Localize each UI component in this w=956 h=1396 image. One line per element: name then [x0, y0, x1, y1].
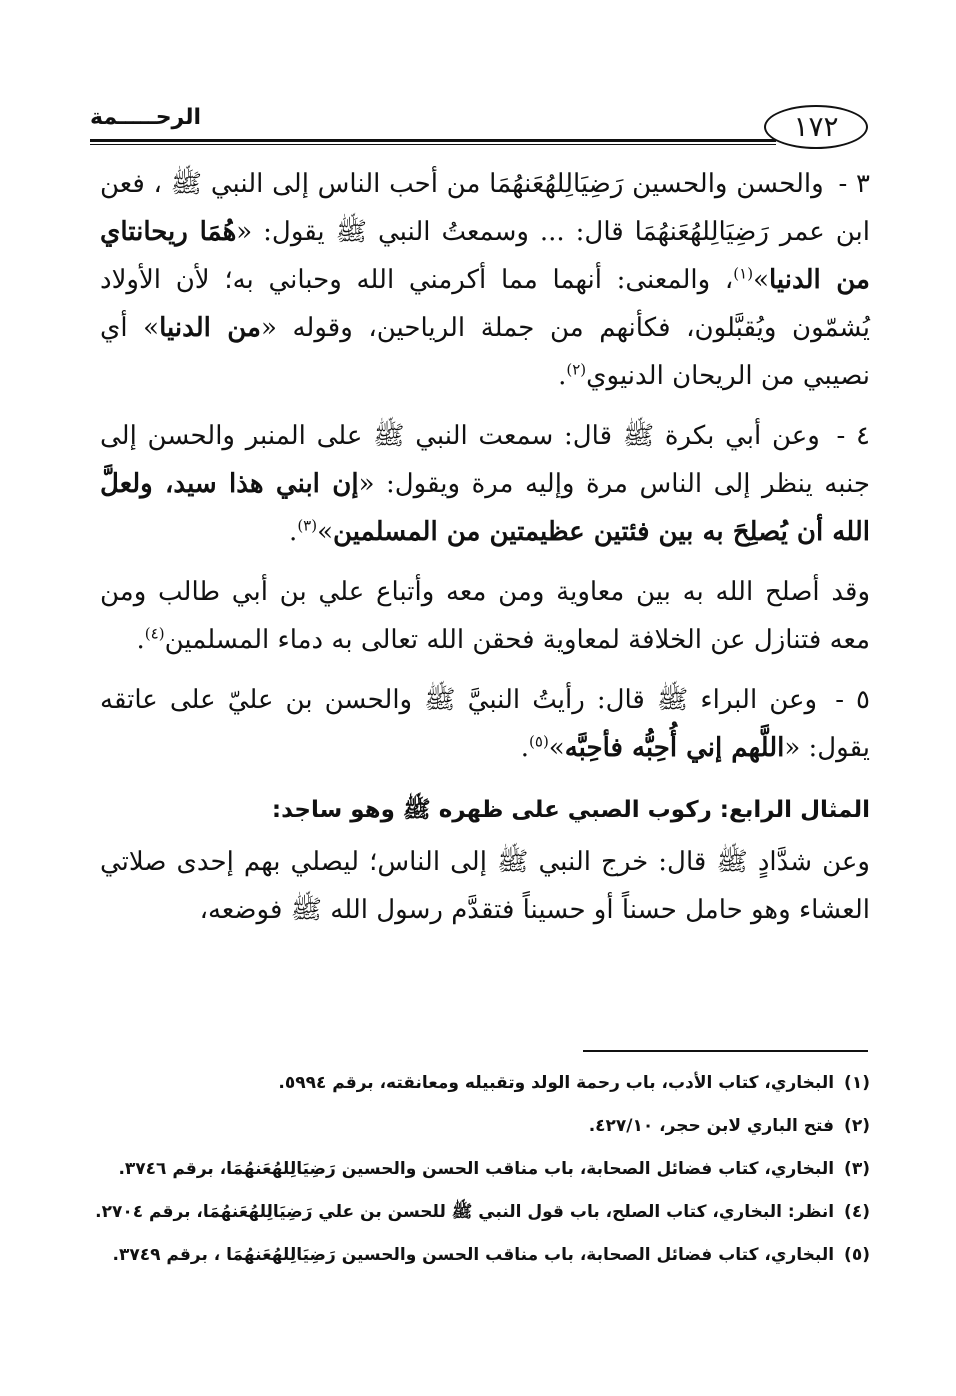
period: . — [520, 733, 530, 763]
quote-phrase: من الدنيا — [159, 313, 261, 343]
paragraph-text: ، والمعنى: أنهما مما أكرمني الله وحباني به؛ لأن الأولاد يُشمّون ويُقبَّلون، فكأنهم من جملة الرياحين، وقوله « — [100, 265, 870, 343]
paragraph-number: ٥ - — [835, 685, 871, 715]
footnote-text: البخاري، كتاب الأدب، باب رحمة الولد وتقبيله ومعانقته، برقم ٥٩٩٤. — [278, 1073, 835, 1093]
footnote-divider — [583, 1050, 868, 1052]
footnote-ref[interactable]: (١) — [733, 264, 754, 283]
period: . — [136, 625, 145, 655]
section-subheading: المثال الرابع: ركوب الصبي على ظهره ﷺ وهو ساجد: — [271, 797, 870, 823]
paragraph-commentary — [100, 568, 870, 664]
footnote-ref[interactable]: (٣) — [297, 516, 318, 535]
paragraph-text: » أي نصيبي من الريحان الدنيوي — [100, 313, 870, 391]
footnote-text: انظر: البخاري، كتاب الصلح، باب قول النبي ﷺ للحسن بن علي رَضِيَالِلهُعَنهُمَا، برقم ٢٧٠٤. — [95, 1202, 835, 1222]
period: . — [289, 517, 298, 547]
footnote-number: (٣) — [844, 1159, 870, 1179]
paragraph-text: وعن أبي بكرة ﷺ قال: سمعت النبي ﷺ على المنبر والحسن إلى جنبه ينظر إلى الناس مرة وإليه مرة ويقول: « — [100, 421, 870, 499]
quote-close: » — [317, 517, 334, 547]
running-head: الرحـــــمة — [90, 105, 202, 130]
header-rule — [90, 139, 776, 142]
quote-close: » — [753, 265, 769, 295]
footnote-ref[interactable]: (٢) — [566, 360, 587, 379]
footnote-item — [100, 1240, 870, 1283]
main-text — [100, 160, 870, 946]
paragraph-text: وقد أصلح الله به بين معاوية ومن معه وأتباع علي بن أبي طالب ومن معه فتنازل عن الخلافة لمعاوية فحقن الله تعالى به دماء المسلمين — [100, 577, 870, 655]
hadith-quote: هُمَا ريحانتاي من الدنيا — [100, 217, 870, 295]
quote-close: » — [548, 733, 565, 763]
footnote-item — [100, 1154, 870, 1197]
footnote-text: البخاري، كتاب فضائل الصحابة، باب مناقب الحسن والحسين رَضِيَالِلهُعَنهُمَا ، برقم ٣٧٤٩. — [112, 1245, 835, 1265]
footnote-item — [100, 1068, 870, 1111]
page-number: ١٧٢ — [764, 105, 868, 149]
footnote-text: فتح الباري لابن حجر، ٤٢٧/١٠. — [588, 1116, 835, 1136]
paragraph-number: ٣ - — [838, 169, 870, 199]
footnote-number: (٤) — [844, 1202, 870, 1222]
footnote-ref[interactable]: (٥) — [529, 732, 549, 751]
footnote-number: (٢) — [844, 1116, 870, 1136]
header-rule-thin — [90, 144, 776, 145]
paragraph-4 — [100, 412, 870, 556]
footnote-item — [100, 1111, 870, 1154]
page-header — [90, 103, 868, 153]
footnotes — [95, 1068, 870, 1283]
paragraph-closing: وعن شدَّادٍ ﷺ قال: خرج النبي ﷺ إلى الناس؛ ليصلي بهم إحدى صلاتي العشاء وهو حامل حسناً أو حسيناً فتقدَّم رسول الله ﷺ فوضعه، — [100, 847, 870, 925]
footnote-number: (٥) — [844, 1245, 870, 1265]
hadith-quote: إن ابني هذا سيد، ولعلَّ الله أن يُصلِحَ به بين فئتين عظيمتين من المسلمين — [100, 469, 870, 547]
footnote-ref[interactable]: (٤) — [144, 624, 165, 643]
hadith-quote: اللَّهم إني أُحِبُّه فأحِبَّه — [564, 733, 785, 763]
footnote-item — [95, 1197, 870, 1240]
footnote-text: البخاري، كتاب فضائل الصحابة، باب مناقب الحسن والحسين رَضِيَالِلهُعَنهُمَا، برقم ٣٧٤٦. — [118, 1159, 835, 1179]
footnote-number: (١) — [844, 1073, 870, 1093]
paragraph-number: ٤ - — [836, 421, 870, 451]
paragraph-text: وعن البراء ﷺ قال: رأيتُ النبيَّ ﷺ والحسن بن عليّ على عاتقه يقول: « — [100, 685, 870, 763]
paragraph-5 — [100, 676, 870, 772]
period: . — [558, 361, 567, 391]
paragraph-text: والحسن والحسين رَضِيَالِلهُعَنهُمَا من أحب الناس إلى النبي ﷺ ، فعن ابن عمر رَضِيَالِلهُعَنهُمَا قال: ... وسمعتُ النبي ﷺ يقول: « — [100, 169, 870, 247]
paragraph-3 — [100, 160, 870, 400]
